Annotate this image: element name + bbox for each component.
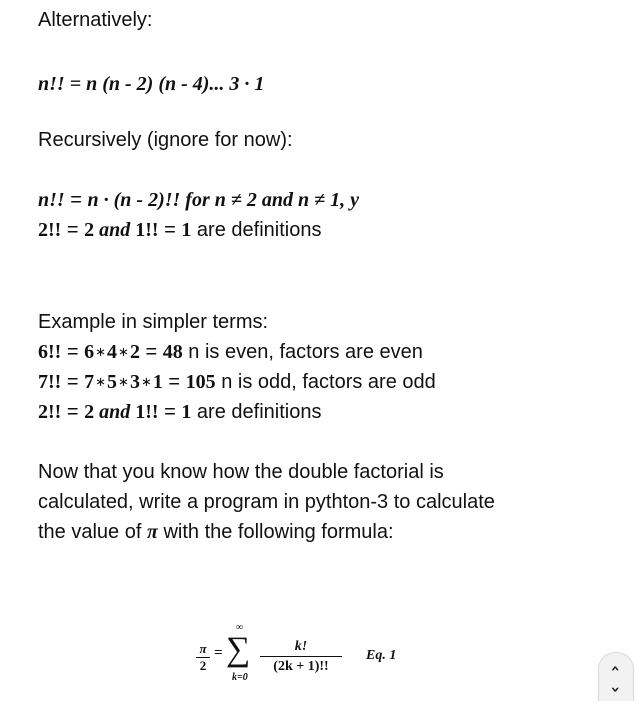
- formula-recursive: [38, 188, 359, 212]
- sigma-icon: ∑: [226, 631, 251, 668]
- heading-example: Example in simpler terms:: [38, 311, 269, 333]
- fraction-numerator: k!: [294, 639, 308, 654]
- definitions-line-2: 2!! = 2 and 1!! = 1 are definitions: [38, 401, 322, 423]
- rec-rhs: n · (n - 2)!!: [87, 189, 181, 211]
- scroll-down-icon[interactable]: ›: [606, 686, 626, 693]
- formula-alternative: n!! = n (n - 2) (n - 4)... 3 · 1: [38, 73, 265, 95]
- page-nav-widget: [598, 652, 634, 701]
- rec-lhs: n!!: [38, 189, 65, 211]
- rec-eq: =: [64, 189, 88, 211]
- equation-label: Eq. 1: [366, 648, 397, 663]
- series-term-fraction: [260, 638, 342, 675]
- fraction-denominator: (2k + 1)!!: [273, 659, 329, 674]
- heading-alternatively: Alternatively:: [38, 9, 153, 31]
- paragraph-line-2: calculated, write a program in pythton-3 to calculate: [38, 491, 495, 513]
- rec-condition: for n ≠ 2 and n ≠ 1, y: [180, 189, 359, 211]
- heading-recursively: Recursively (ignore for now):: [38, 129, 293, 151]
- paragraph-line-1: Now that you know how the double factorial is: [38, 461, 444, 483]
- example-row-odd: 7!! = 7∗5∗3∗1 = 105 n is odd, factors are odd: [38, 371, 436, 393]
- sum-lower-limit: k=0: [232, 672, 248, 683]
- paragraph-line-3: the value of π with the following formula:: [38, 521, 394, 543]
- definitions-line-1: 2!! = 2 and 1!! = 1 are definitions: [38, 219, 322, 241]
- pi-symbol: π: [146, 521, 158, 543]
- formula-equals: =: [214, 645, 223, 661]
- scroll-up-icon[interactable]: ‹: [606, 665, 626, 672]
- pi-over-two: π 2: [196, 642, 210, 673]
- pi-series-formula: [188, 616, 418, 696]
- sum-upper-limit: ∞: [236, 622, 244, 633]
- example-row-even: 6!! = 6∗4∗2 = 48 n is even, factors are even: [38, 341, 423, 363]
